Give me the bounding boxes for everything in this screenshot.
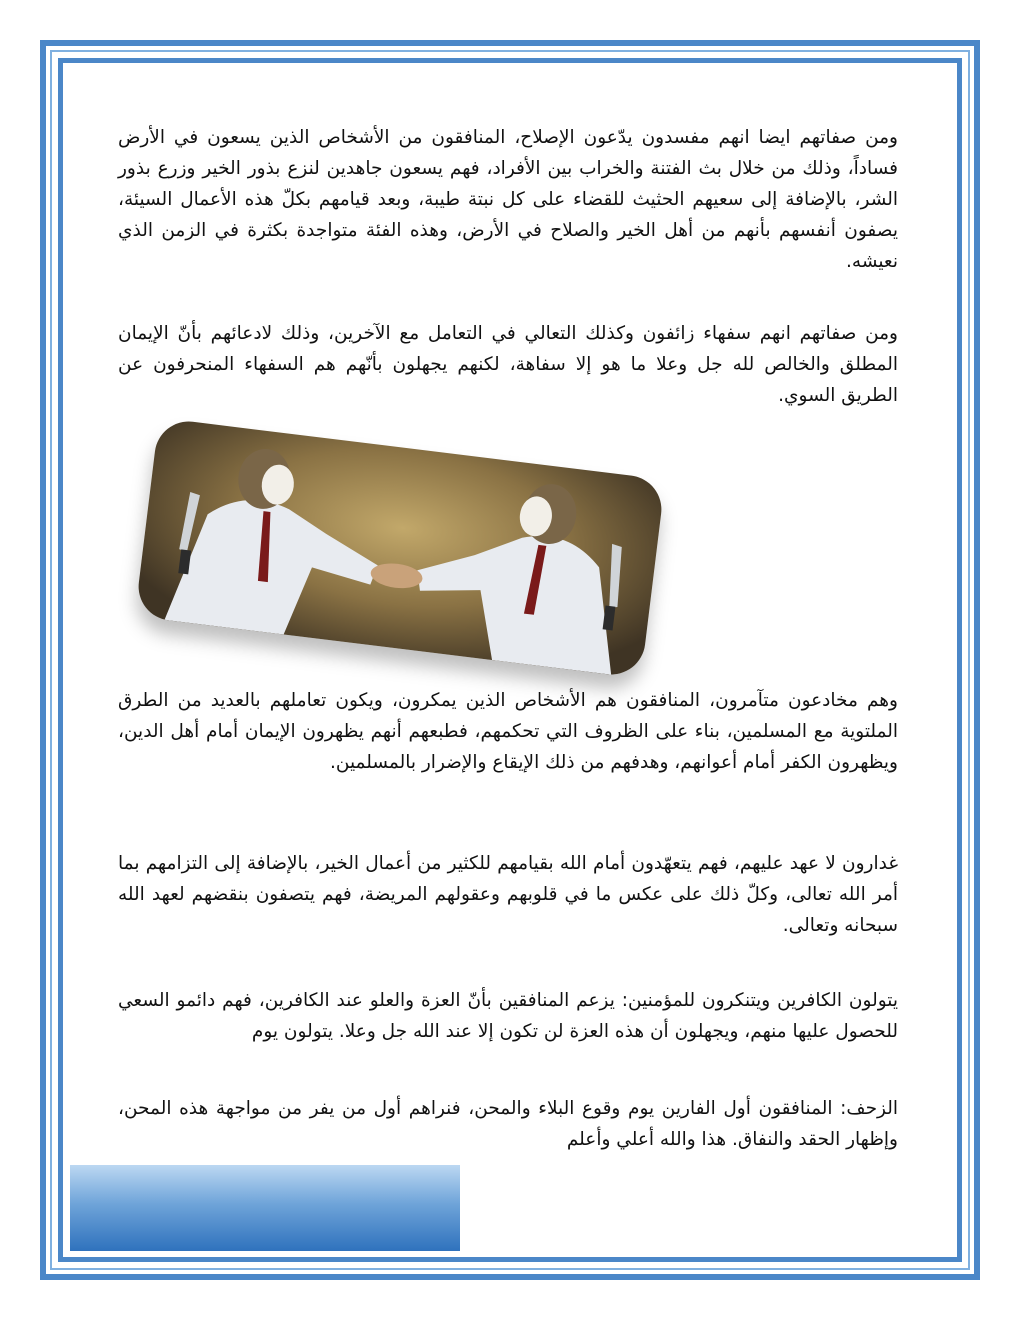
handshake-photo [135,418,666,679]
paragraph-text: وهم مخادعون متآمرون، المنافقون هم الأشخاص الذين يمكرون، ويكون تعاملهم بالعديد من الطرق الملتوية مع المسلمين، بناء على الظروف التي تحكمهم، فطبعهم أنهم يظهرون الإيمان أمام أهل الدين، ويظهرون الكفر أمام أعوانهم، وهدفهم من ذلك الإيقاع والإضرار بالمسلمين. [118,690,898,773]
paragraph-text: يتولون الكافرين ويتنكرون للمؤمنين: يزعم المنافقين بأنّ العزة والعلو عند الكافرين، فهم دائمو السعي للحصول عليها منهم، ويجهلون أن هذه العزة لن تكون إلا عند الله جل وعلا. يتولون يوم [118,990,898,1042]
paragraph-corrupters [118,122,898,277]
paragraph-text: غدارون لا عهد عليهم، فهم يتعهّدون أمام الله بقيامهم للكثير من أعمال الخير، بالإضافة إلى التزامهم بما أمر الله تعالى، وكلّ ذلك على عكس ما في قلوبهم وعقولهم المريضة، فهم يتصفون بنقضهم لعهد الله سبحانه وتعالى. [118,853,898,936]
paragraph-fleeing [118,1093,898,1155]
paragraph-deceivers [118,685,898,778]
handshake-drawing [135,418,666,679]
handshake-illustration [125,438,670,688]
paragraph-foolish [118,318,898,411]
paragraph-text: ومن صفاتهم ايضا انهم مفسدون يدّعون الإصلاح، المنافقون من الأشخاص الذين يسعون في الأرض فساداً، وذلك من خلال بث الفتنة والخراب بين الأفراد، فهم يسعون جاهدين لنزع بذور الخير وزرع بذور الشر، بالإضافة إلى سعيهم الحثيث للقضاء على كل نبتة طيبة، وبعد قيامهم بكلّ هذه الأعمال السيئة، يصفون أنفسهم بأنهم من أهل الخير والصلاح في الأرض، وهذه الفئة متواجدة بكثرة في الزمن الذي نعيشه. [118,127,898,272]
paragraph-treacherous [118,848,898,941]
decorative-blue-box [70,1165,460,1251]
paragraph-text: ومن صفاتهم انهم سفهاء زائفون وكذلك التعالي في التعامل مع الآخرين، وذلك لادعائهم بأنّ الإيمان المطلق والخالص لله جل وعلا ما هو إلا سفاهة، لكنهم يجهلون بأنّهم هم السفهاء المنحرفون عن الطريق السوي. [118,323,898,406]
paragraph-allies-of-disbelievers [118,985,898,1047]
paragraph-text: الزحف: المنافقون أول الفارين يوم وقوع البلاء والمحن، فنراهم أول من يفر من مواجهة هذه المحن، وإظهار الحقد والنفاق. هذا والله أعلي وأعلم [118,1098,898,1150]
